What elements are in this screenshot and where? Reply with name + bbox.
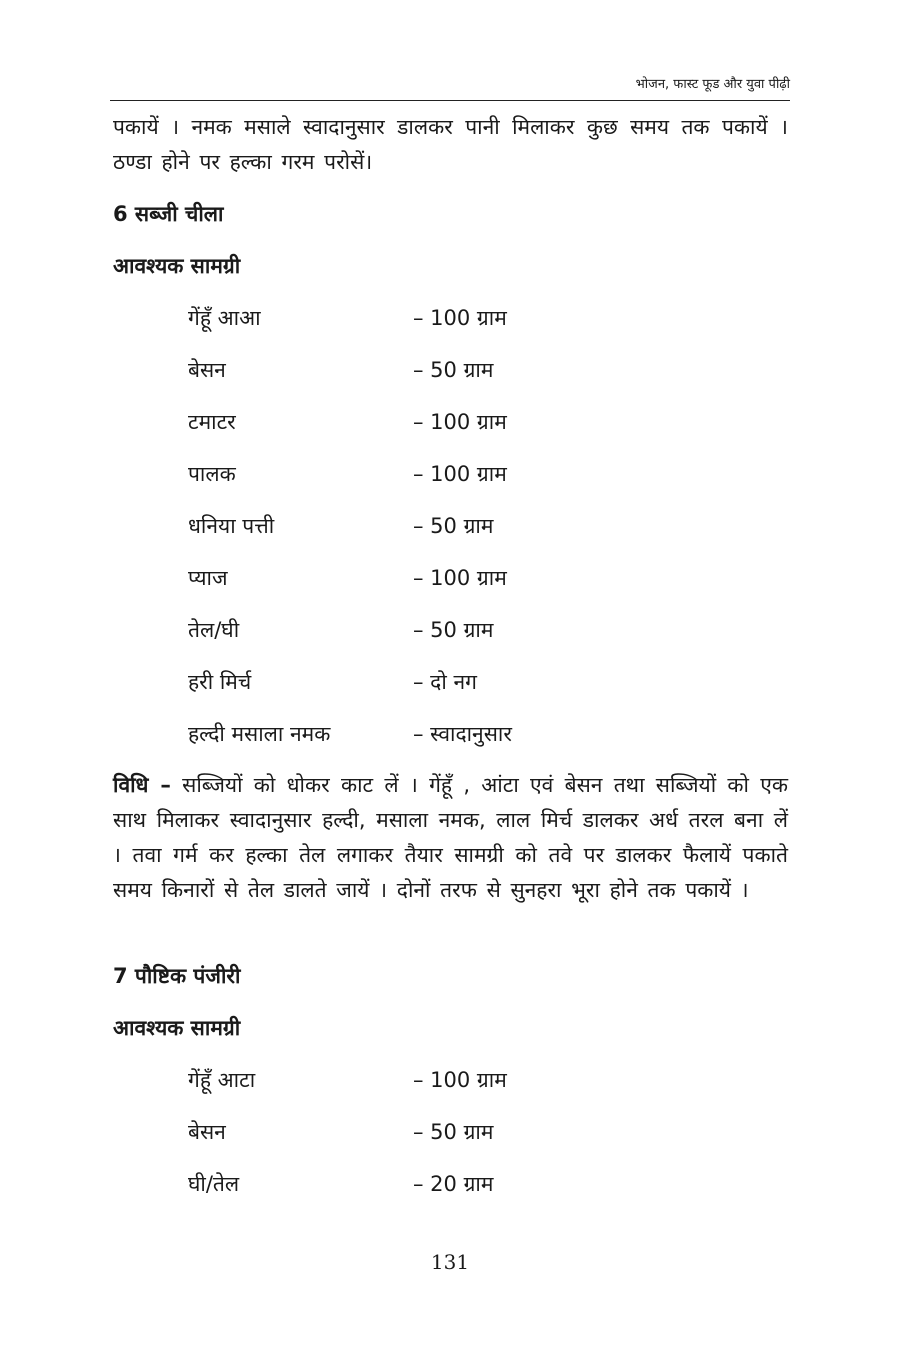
ingredient-row — [188, 304, 608, 334]
ingredient-row — [188, 564, 608, 594]
ingredient-qty: – 100 ग्राम — [413, 410, 507, 434]
running-header: भोजन, फास्ट फूड और युवा पीढ़ी — [635, 77, 790, 92]
ingredient-row — [188, 356, 608, 386]
ingredient-name: गेंहूँ आआ — [188, 306, 261, 330]
ingredient-qty: – 50 ग्राम — [413, 618, 494, 642]
ingredient-row — [188, 1118, 608, 1148]
recipe7-title: 7 पौष्टिक पंजीरी — [113, 964, 241, 988]
ingredient-qty: – 50 ग्राम — [413, 1120, 494, 1144]
ingredient-qty: – 50 ग्राम — [413, 514, 494, 538]
recipe6-ingredients-heading: आवश्यक सामग्री — [113, 254, 241, 278]
ingredient-name: पालक — [188, 462, 236, 486]
ingredient-name: धनिया पत्ती — [188, 514, 275, 538]
ingredient-row — [188, 1170, 608, 1200]
ingredient-qty: – 100 ग्राम — [413, 306, 507, 330]
ingredient-row — [188, 668, 608, 698]
ingredient-name: हल्दी मसाला नमक — [188, 722, 331, 746]
page-number: 131 — [430, 1250, 470, 1274]
ingredient-name: टमाटर — [188, 410, 236, 434]
ingredient-name: तेल/घी — [188, 618, 240, 642]
ingredient-row — [188, 512, 608, 542]
recipe7-ingredients-heading: आवश्यक सामग्री — [113, 1016, 241, 1040]
ingredient-qty: – 100 ग्राम — [413, 1068, 507, 1092]
ingredient-name: गेंहूँ आटा — [188, 1068, 256, 1092]
ingredient-name: घी/तेल — [188, 1172, 240, 1196]
ingredient-qty: – 20 ग्राम — [413, 1172, 494, 1196]
ingredient-row — [188, 720, 608, 750]
ingredient-name: बेसन — [188, 1120, 226, 1144]
ingredient-row — [188, 1066, 608, 1096]
ingredient-name: हरी मिर्च — [188, 670, 252, 694]
intro-paragraph: पकायें । नमक मसाले स्वादानुसार डालकर पानी मिलाकर कुछ समय तक पकायें । ठण्डा होने पर हल्का गरम परोसें। — [113, 115, 788, 174]
ingredient-qty: – दो नग — [413, 670, 477, 694]
ingredient-qty: – स्वादानुसार — [413, 722, 512, 746]
method-text: सब्जियों को धोकर काट लें । गेंहूँ , आंटा एवं बेसन तथा सब्जियों को एक साथ मिलाकर स्वादानुसार हल्दी, मसाला नमक, लाल मिर्च डालकर अर्ध तरल बना लें । तवा गर्म कर हल्का तेल लगाकर तैयार सामग्री को तवे पर डालकर फैलायें पकाते समय किनारों से तेल डालते जायें । दोनों तरफ से सुनहरा भूरा होने तक पकायें । — [113, 773, 789, 902]
ingredient-qty: – 100 ग्राम — [413, 462, 507, 486]
method-label: विधि – — [113, 773, 171, 797]
header-rule — [110, 100, 790, 101]
ingredient-name: प्याज — [188, 566, 228, 590]
ingredient-row — [188, 616, 608, 646]
ingredient-qty: – 50 ग्राम — [413, 358, 494, 382]
recipe6-method — [113, 768, 788, 908]
ingredient-qty: – 100 ग्राम — [413, 566, 507, 590]
ingredient-row — [188, 460, 608, 490]
recipe6-title: 6 सब्जी चीला — [113, 202, 224, 226]
ingredient-name: बेसन — [188, 358, 226, 382]
ingredient-row — [188, 408, 608, 438]
